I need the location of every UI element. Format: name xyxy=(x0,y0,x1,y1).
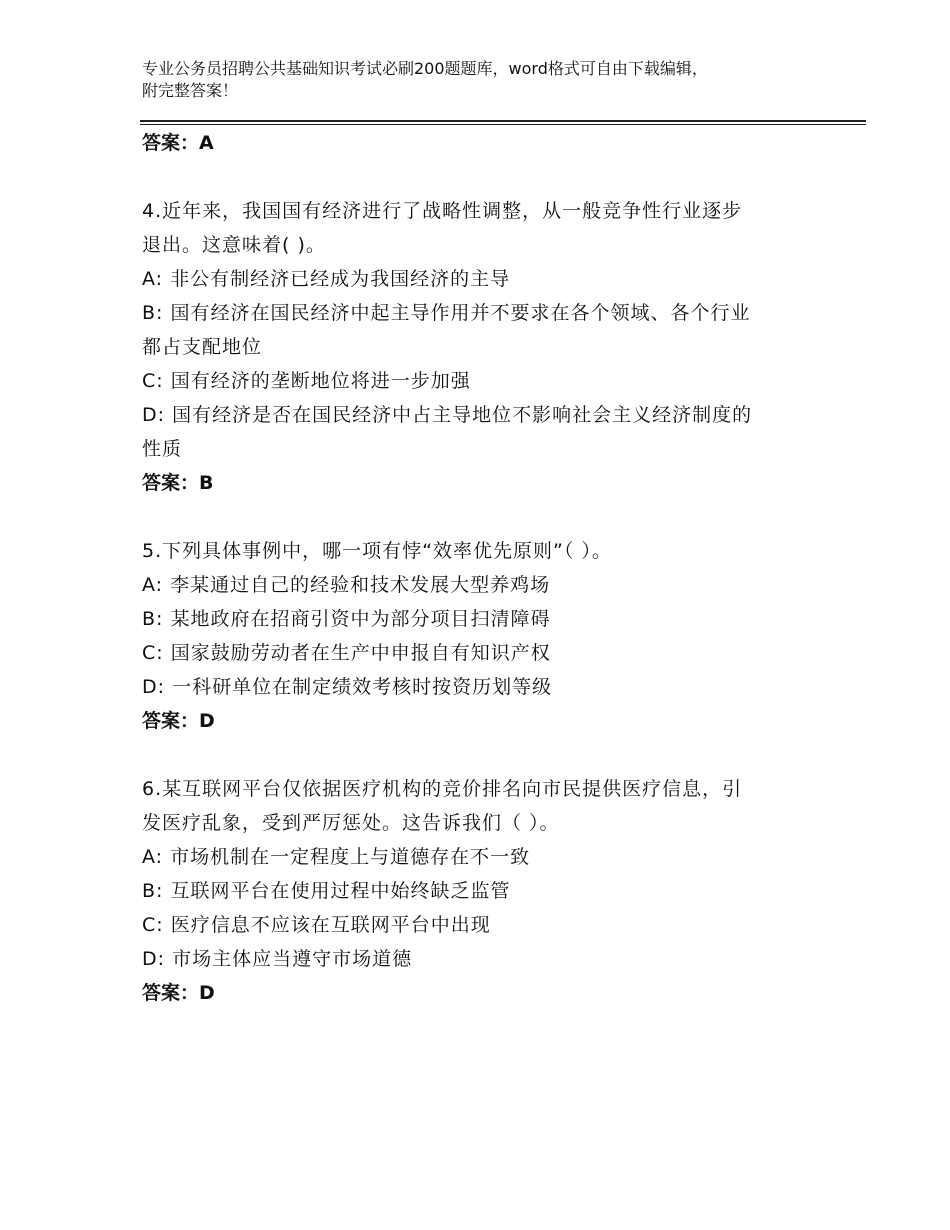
option-b: B: 某地政府在招商引资中为部分项目扫清障碍 xyxy=(142,608,551,630)
option-d: 性质 xyxy=(142,438,183,460)
spacer xyxy=(142,738,822,772)
question-stem: 4.近年来，我国国有经济进行了战略性调整，从一般竞争性行业逐步 xyxy=(142,200,743,222)
question-stem: 发医疗乱象，受到严厉惩处。这告诉我们（ ）。 xyxy=(142,812,560,834)
option-c: C: 国有经济的垄断地位将进一步加强 xyxy=(142,370,471,392)
question-block xyxy=(142,534,822,738)
previous-answer: 答案：A xyxy=(142,132,214,154)
option-b: B: 国有经济在国民经济中起主导作用并不要求在各个领域、各个行业 xyxy=(142,302,751,324)
header-line-2: 附完整答案！ xyxy=(142,81,239,100)
option-a: A: 市场机制在一定程度上与道德存在不一致 xyxy=(142,846,531,868)
page-header xyxy=(142,58,842,102)
option-b: B: 互联网平台在使用过程中始终缺乏监管 xyxy=(142,880,511,902)
question-block xyxy=(142,772,822,1010)
answer-line: 答案：D xyxy=(142,982,215,1004)
option-b: 都占支配地位 xyxy=(142,336,263,358)
option-c: C: 医疗信息不应该在互联网平台中出现 xyxy=(142,914,491,936)
option-d: D: 市场主体应当遵守市场道德 xyxy=(142,948,413,970)
option-a: A: 非公有制经济已经成为我国经济的主导 xyxy=(142,268,511,290)
spacer xyxy=(142,160,822,194)
answer-line: 答案：D xyxy=(142,710,215,732)
question-stem: 退出。这意味着( )。 xyxy=(142,234,326,256)
option-c: C: 国家鼓励劳动者在生产中申报自有知识产权 xyxy=(142,642,551,664)
option-d: D: 一科研单位在制定绩效考核时按资历划等级 xyxy=(142,676,553,698)
spacer xyxy=(142,500,822,534)
question-content xyxy=(142,126,822,1010)
header-rule-thin xyxy=(140,124,866,125)
option-a: A: 李某通过自己的经验和技术发展大型养鸡场 xyxy=(142,574,551,596)
header-line-1: 专业公务员招聘公共基础知识考试必刷200题题库，word格式可自由下载编辑， xyxy=(142,59,708,78)
question-stem: 6.某互联网平台仅依据医疗机构的竞价排名向市民提供医疗信息，引 xyxy=(142,778,743,800)
question-stem: 5.下列具体事例中，哪一项有悖“效率优先原则”（ ）。 xyxy=(142,540,612,562)
option-d: D: 国有经济是否在国民经济中占主导地位不影响社会主义经济制度的 xyxy=(142,404,753,426)
question-block xyxy=(142,194,822,500)
answer-line: 答案：B xyxy=(142,472,214,494)
header-rule-thick xyxy=(140,120,866,122)
